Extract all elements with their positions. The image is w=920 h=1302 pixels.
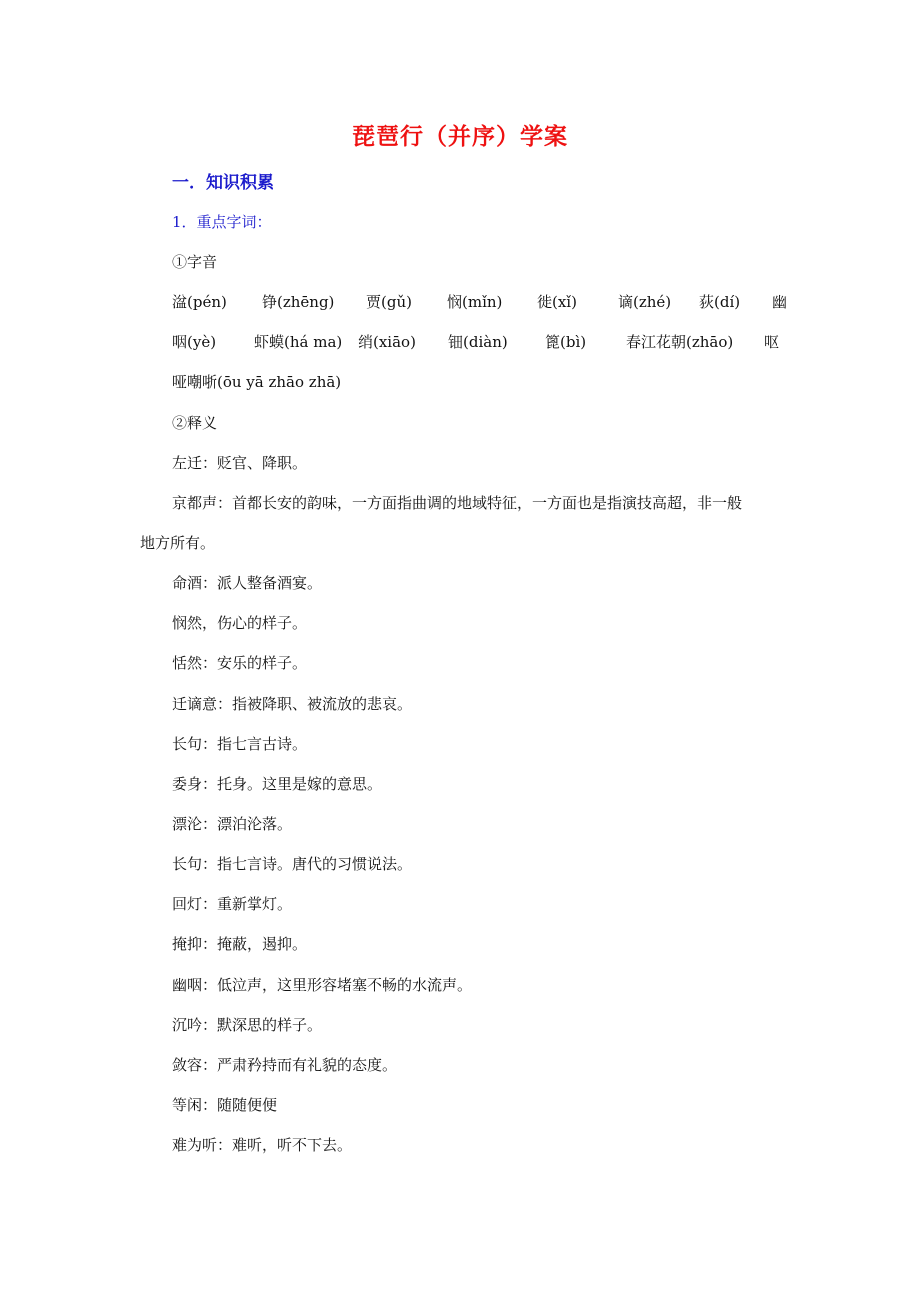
section-heading: 一．知识积累 xyxy=(172,173,274,193)
pronunciation-item: 呕 xyxy=(764,333,780,351)
definition-line: 京都声：首都长安的韵味，一方面指曲调的地域特征，一方面也是指演技高超，非一般 xyxy=(172,494,743,512)
definition-line: 难为听：难听，听不下去。 xyxy=(172,1136,353,1154)
definition-line: 掩抑：掩蔽，遏抑。 xyxy=(172,935,308,953)
pronunciation-item: 荻(dí) xyxy=(699,293,741,311)
subsection-heading: 1．重点字词： xyxy=(172,213,272,231)
definition-line: 迁谪意：指被降职、被流放的悲哀。 xyxy=(172,695,413,713)
pronunciation-item: 徙(xǐ) xyxy=(537,293,577,311)
document-title: 琵琶行（并序）学案 xyxy=(352,124,568,150)
pronunciation-item: 悯(mǐn) xyxy=(447,293,503,311)
definition-line: 沉吟：默深思的样子。 xyxy=(172,1016,323,1034)
definition-line: 漂沦：漂泊沦落。 xyxy=(172,815,293,833)
definition-line: 敛容：严肃矜持而有礼貌的态度。 xyxy=(172,1056,398,1074)
pronunciation-item: 幽 xyxy=(772,293,788,311)
pronunciation-item: 绡(xiāo) xyxy=(358,333,416,351)
pronunciation-label: ①字音 xyxy=(172,253,218,271)
pronunciation-item: 铮(zhēng) xyxy=(262,293,335,311)
definition-line: 左迁：贬官、降职。 xyxy=(172,454,308,472)
definition-line: 委身：托身。这里是嫁的意思。 xyxy=(172,775,383,793)
definition-line: 命酒：派人整备酒宴。 xyxy=(172,574,323,592)
pronunciation-item: 虾蟆(há ma) xyxy=(254,333,343,351)
meaning-label: ②释义 xyxy=(172,414,218,432)
definition-line: 等闲：随随便便 xyxy=(172,1096,278,1114)
pronunciation-item: 谪(zhé) xyxy=(618,293,672,311)
pronunciation-item: 咽(yè) xyxy=(172,333,217,351)
definition-line: 幽咽：低泣声，这里形容堵塞不畅的水流声。 xyxy=(172,976,473,994)
definition-line: 地方所有。 xyxy=(140,534,216,552)
pronunciation-item: 篦(bì) xyxy=(545,333,587,351)
pronunciation-item: 湓(pén) xyxy=(172,293,227,311)
pronunciation-item: 哑嘲哳(ōu yā zhāo zhā) xyxy=(172,373,342,391)
pronunciation-item: 贾(gǔ) xyxy=(366,293,412,311)
definition-line: 长句：指七言古诗。 xyxy=(172,735,308,753)
pronunciation-item: 钿(diàn) xyxy=(448,333,508,351)
definition-line: 长句：指七言诗。唐代的习惯说法。 xyxy=(172,855,413,873)
definition-line: 回灯：重新掌灯。 xyxy=(172,895,293,913)
definition-line: 恬然：安乐的样子。 xyxy=(172,654,308,672)
definition-line: 悯然，伤心的样子。 xyxy=(172,614,308,632)
pronunciation-item: 春江花朝(zhāo) xyxy=(626,333,734,351)
